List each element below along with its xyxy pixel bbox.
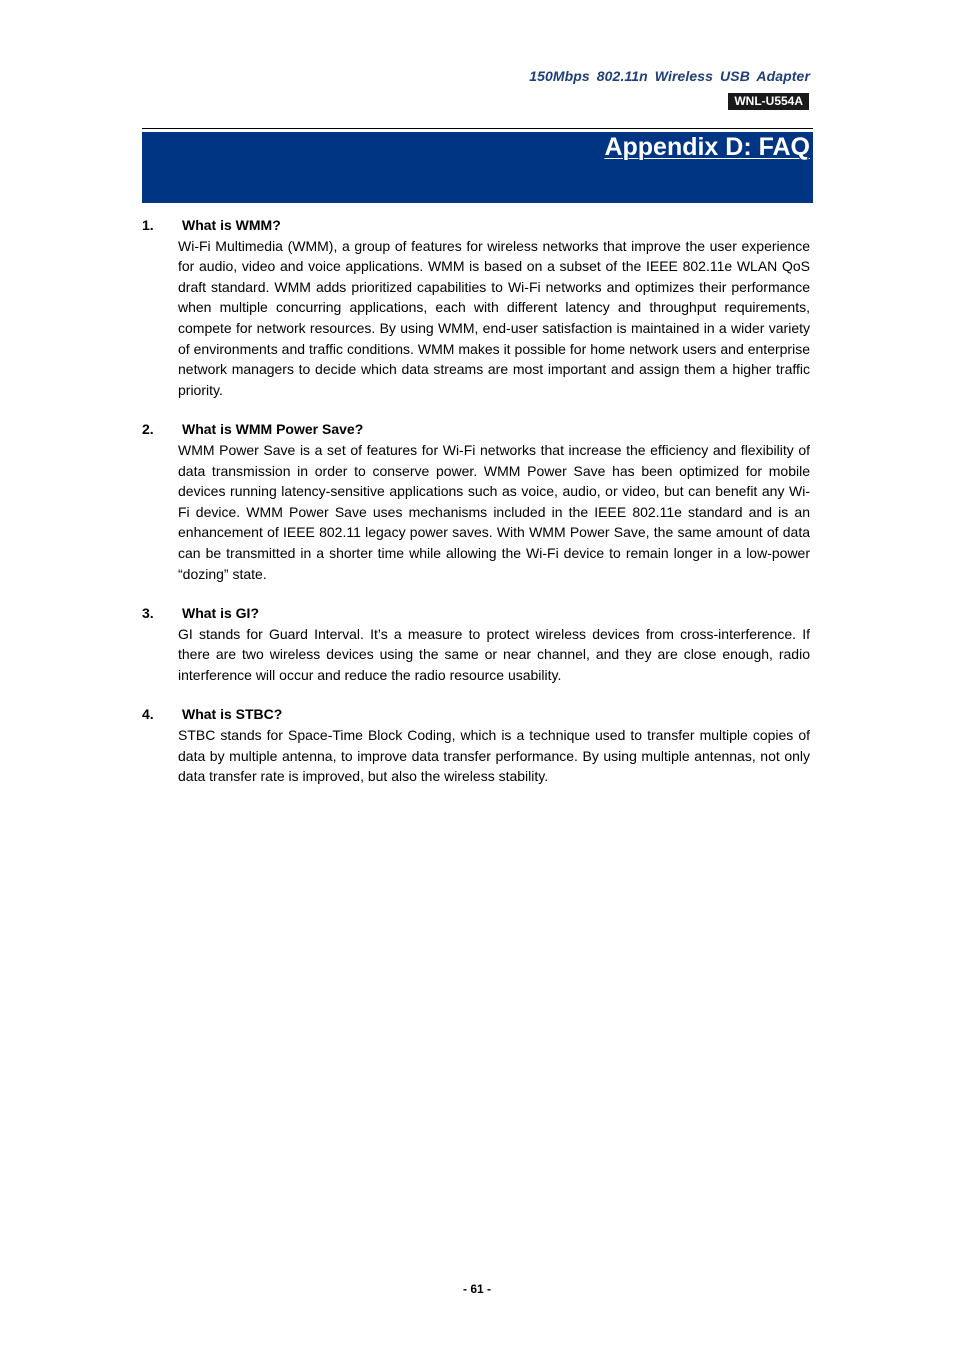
- faq-number: 4.: [142, 706, 154, 723]
- faq-answer: STBC stands for Space-Time Block Coding, which is a technique used to transfer multiple copies of data by multiple antenna, to improve data transfer performance. By using multiple antennas, not only data transfer rate is improved, but also the wireless stability.: [178, 727, 810, 785]
- faq-number: 1.: [142, 217, 154, 233]
- faq-list: [142, 215, 813, 806]
- page-number: - 61 -: [462, 1282, 491, 1296]
- faq-answer: Wi-Fi Multimedia (WMM), a group of features for wireless networks that improve the user experience for audio, video and voice applications. WMM is based on a subset of the IEEE 802.11e WLAN QoS draft standard. WMM adds prioritized capabilities to Wi-Fi networks and optimizes their performance when multiple concurring applications, each with different latency and throughput requirements, compete for network resources. By using WMM, end-user satisfaction is maintained in a wider variety of environments and traffic conditions. WMM makes it possible for home network users and enterprise network managers to decide which data streams are most important and assign them a higher traffic priority.: [178, 237, 810, 398]
- header-model-badge: WNL-U554A: [728, 93, 809, 110]
- faq-question-text: What is WMM?: [182, 217, 281, 233]
- header-product-name: 150Mbps 802.11n Wireless USB Adapter: [529, 68, 810, 84]
- faq-number: 3.: [142, 605, 154, 622]
- faq-item: [142, 419, 813, 584]
- faq-question: [142, 419, 813, 440]
- appendix-banner: [142, 132, 813, 203]
- appendix-title: Appendix D: FAQ: [604, 133, 810, 161]
- faq-answer: WMM Power Save is a set of features for Wi-Fi networks that increase the efficiency and flexibility of data transmission in order to conserve power. WMM Power Save has been optimized for mobile devices running latency-sensitive applications such as voice, audio, or video, but can benefit any Wi-Fi device. WMM Power Save uses mechanisms included in the IEEE 802.11e standard and is an enhancement of IEEE 802.11 legacy power saves. With WMM Power Save, the same amount of data can be transmitted in a shorter time while allowing the Wi-Fi device to remain longer in a low-power “dozing” state.: [178, 441, 810, 582]
- faq-item: [142, 603, 813, 685]
- faq-question: [142, 704, 813, 725]
- header-rule: [142, 128, 813, 129]
- faq-item: [142, 704, 813, 786]
- faq-answer: GI stands for Guard Interval. It’s a measure to protect wireless devices from cross-interference. If there are two wireless devices using the same or near channel, and they are close enough, radio interference will occur and reduce the radio resource usability.: [178, 625, 810, 683]
- faq-item: [142, 215, 813, 400]
- faq-question-text: What is STBC?: [182, 706, 283, 723]
- faq-question-text: What is GI?: [182, 605, 259, 622]
- faq-question: [142, 603, 813, 624]
- faq-number: 2.: [142, 421, 154, 438]
- faq-question: [142, 215, 813, 236]
- faq-question-text: What is WMM Power Save?: [182, 421, 364, 438]
